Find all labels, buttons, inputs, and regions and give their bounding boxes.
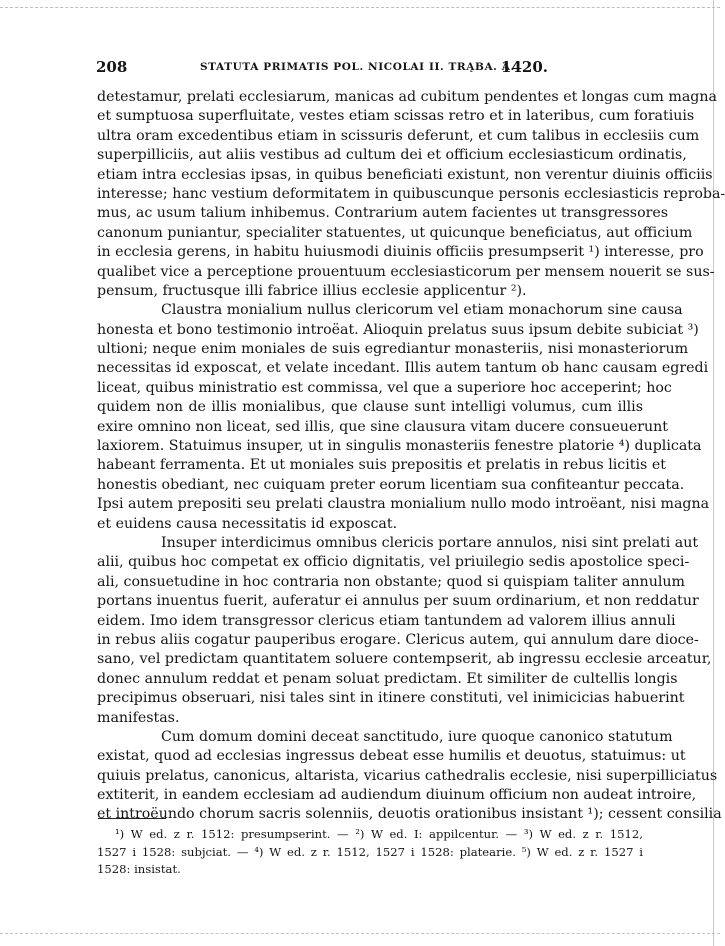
footnote-line: 1528: insistat. bbox=[97, 862, 181, 876]
text-line: ali, consuetudine in hoc contraria non obstante; quod si quispiam taliter annulum bbox=[97, 573, 685, 590]
text-line: extiterit, in eandem ecclesiam ad audiendum diuinum officium non audeat introire, bbox=[97, 787, 697, 804]
footnote-line: 1527 i 1528: subjciat. — ⁴) W ed. z r. 1512, 1527 i 1528: platearie. ⁵) W ed. z r. 1527 i bbox=[97, 844, 643, 859]
text-line: alii, quibus hoc competat ex officio dignitatis, vel priuilegio sedis apostolice speci- bbox=[97, 554, 690, 571]
text-line: in rebus aliis cogatur pauperibus erogare. Clericus autem, qui annulum dare dioce- bbox=[97, 631, 699, 648]
text-line: Ipsi autem prepositi seu prelati claustra monialium nullo modo introëant, nisi magna bbox=[97, 496, 710, 513]
page-number: 208 bbox=[96, 58, 128, 76]
paragraph-end-line: manifestas. bbox=[97, 709, 180, 726]
text-line: exire omnino non liceat, sed illis, que sine clausura vitam ducere consueuerunt bbox=[97, 418, 669, 435]
footnote-rule bbox=[98, 818, 166, 819]
text-line: interesse; hanc vestium deformitatem in quibuscunque personis ecclesiasticis reproba- bbox=[97, 185, 725, 202]
text-line: quiuis prelatus, canonicus, altarista, vicarius cathedralis ecclesie, nisi superpilliciatus bbox=[97, 767, 718, 784]
scan-edge-right bbox=[713, 0, 714, 946]
text-line: canonum puniantur, specialiter statuentes, ut quicunque beneficiatus, aut officium bbox=[97, 224, 693, 241]
text-line: honestis obediant, nec cuiquam preter eorum licentiam sua confiteantur peccata. bbox=[97, 476, 685, 493]
text-line: superpilliciis, aut aliis vestibus ad cultum dei et officium ecclesiasticum ordinatis, bbox=[97, 147, 687, 164]
text-line: portans inuentus fuerit, auferatur ei annulus per suum ordinarium, et non reddatur bbox=[97, 593, 699, 610]
text-line: precipimus obseruari, nisi tales sint in itinere constituti, vel inimicicias habuerint bbox=[97, 690, 685, 707]
footnote-line: ¹) W ed. z r. 1512: presumpserint. — ²) W ed. I: appilcentur. — ³) W ed. z r. 1512, bbox=[115, 827, 643, 841]
text-line: honesta et bono testimonio introëat. Alioquin prelatus suus ipsum debite subiciat ³) bbox=[97, 321, 699, 338]
footnotes bbox=[97, 826, 643, 879]
scan-edge-bottom bbox=[0, 933, 720, 934]
paragraph-end-line: pensum, fructusque illi fabrice illius ecclesie applicentur ²). bbox=[97, 282, 527, 299]
text-line: habeant ferramenta. Et ut moniales suis prepositis et prelatis in rebus licitis et bbox=[97, 457, 666, 474]
running-title: STATUTA PRIMATIS POL. NICOLAI II. TRĄBA. A. bbox=[200, 61, 515, 73]
text-line: in ecclesia gerens, in habitu huiusmodi diuinis officiis presumpserit ¹) interesse, pro bbox=[97, 244, 704, 261]
text-line: laxiorem. Statuimus insuper, ut in singulis monasteriis fenestre platorie ⁴) duplicata bbox=[97, 438, 702, 455]
text-line: et sumptuosa superfluitate, vestes etiam scissas retro et in lateribus, cum foratiuis bbox=[97, 108, 695, 125]
text-line: mus, ac usum talium inhibemus. Contrarium autem facientes ut transgressores bbox=[97, 205, 669, 222]
text-line: liceat, quibus ministratio est commissa, vel que a superiore hoc acceperint; hoc bbox=[97, 379, 672, 396]
text-line: ultioni; neque enim moniales de suis egrediantur monasteriis, nisi monasteriorum bbox=[97, 341, 689, 358]
paragraph-first-line: Cum domum domini deceat sanctitudo, iure quoque canonico statutum bbox=[161, 728, 673, 745]
text-line: qualibet vice a perceptione prouentuum ecclesiasticorum per mensem nouerit se sus- bbox=[97, 263, 715, 280]
header-year: 1420. bbox=[501, 58, 548, 76]
text-line: etiam intra ecclesias ipsas, in quibus beneficiati existunt, non verentur diuinis officiis bbox=[97, 166, 713, 183]
text-line: donec annulum reddat et penam soluat predictam. Et similiter de cultellis longis bbox=[97, 670, 678, 687]
text-line: existat, quod ad ecclesias ingressus debeat esse humilis et deuotus, statuimus: ut bbox=[97, 748, 686, 765]
paragraph-first-line: Claustra monialium nullus clericorum vel etiam monachorum sine causa bbox=[161, 302, 683, 319]
text-line: quidem non de illis monialibus, que clause sunt intelligi volumus, cum illis bbox=[97, 399, 643, 416]
text-line: eidem. Imo idem transgressor clericus etiam tantundem ad valorem illius annuli bbox=[97, 612, 676, 629]
text-line: et introëundo chorum sacris solenniis, deuotis orationibus insistant ¹); cessent consilia bbox=[97, 806, 722, 823]
text-line: detestamur, prelati ecclesiarum, manicas ad cubitum pendentes et longas cum magna bbox=[97, 89, 717, 105]
text-line: ultra oram excedentibus etiam in scissuris deferunt, et cum talibus in ecclesiis cum bbox=[97, 127, 700, 144]
page-header bbox=[96, 58, 644, 80]
paragraph-end-line: et euidens causa necessitatis id exposcat. bbox=[97, 515, 398, 532]
scan-edge-top bbox=[0, 7, 720, 8]
paragraph-first-line: Insuper interdicimus omnibus clericis portare annulos, nisi sint prelati aut bbox=[161, 534, 699, 551]
body-text bbox=[97, 88, 725, 825]
text-line: sano, vel predictam quantitatem soluere contempserit, ab ingressu ecclesie arceatur, bbox=[97, 651, 712, 668]
text-line: necessitas id exposcat, et velate incedant. Illis autem tantum ob hanc causam egredi bbox=[97, 360, 709, 377]
